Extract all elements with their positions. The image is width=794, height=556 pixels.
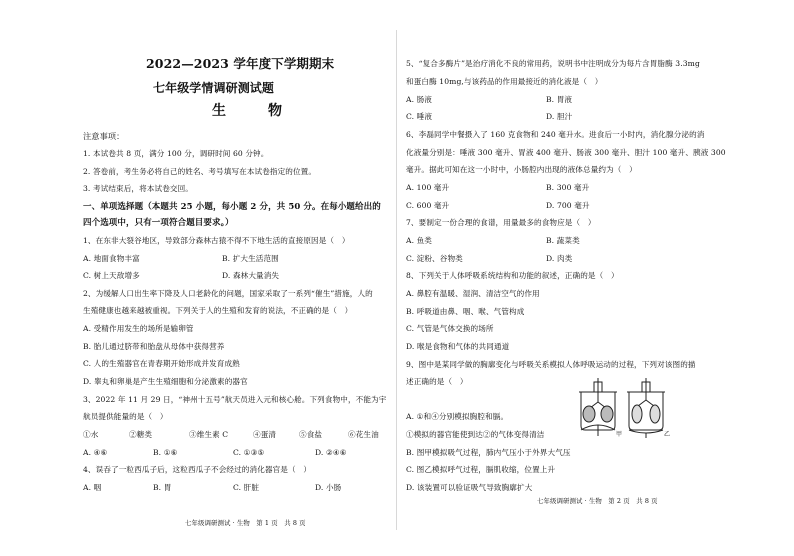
balloon-b-left: [632, 405, 642, 423]
option: C. 气管是气体交换的场所: [406, 324, 494, 333]
option: D. 700 毫升: [546, 201, 590, 210]
notice-heading: 注意事项：: [83, 131, 125, 141]
option: A. ①和④分别模拟胸腔和膈。: [406, 412, 509, 421]
option: B. 胃液: [546, 95, 573, 104]
exam-name-title: 七年级学情调研测试题: [153, 81, 275, 95]
breathing-model-figure: [575, 378, 671, 438]
option: A. 受精作用发生的场所是输卵管: [83, 324, 194, 333]
question-2-stem: 生殖健康也越来越被重视。下列关于人的生殖和发育的说法，不正确的是（ ）: [83, 306, 353, 315]
notice-item: 2. 答卷前，考生务必将自己的姓名、考号填写在本试卷指定的位置。: [83, 167, 317, 176]
notice-item: 1. 本试卷共 8 页，满分 100 分，调研时间 60 分钟。: [83, 149, 269, 158]
option: A. 地面食物丰富: [83, 254, 140, 263]
option: D. ②④⑥: [315, 448, 347, 457]
option: D. 该装置可以验证吸气导致胸廓扩大: [406, 483, 533, 492]
figure-label-yi: 乙: [664, 431, 671, 438]
food-item: ②糖类: [129, 430, 153, 439]
option: C. 淀粉、谷物类: [406, 254, 463, 263]
balloon-a-left: [583, 406, 595, 422]
food-item: ③维生素 C: [189, 430, 229, 439]
option: A. 肠液: [406, 95, 432, 104]
exam-year-title: 2022—2023 学年度下学期期末: [146, 56, 335, 71]
balloon-b-right: [650, 405, 660, 423]
option: ①模拟的器官能使到达②的气体变得清洁: [406, 430, 545, 439]
option: D. 肉类: [546, 254, 573, 263]
section-heading: 一、单项选择题（本题共 25 小题，每小题 2 分，共 50 分。在每小题给出的: [83, 202, 381, 212]
figure-label-jia: 甲: [616, 431, 623, 438]
page-footer: 七年级调研测试 · 生物 第 2 页 共 8 页: [537, 497, 658, 505]
question-2-stem: 2、为缓解人口出生率下降及人口老龄化的问题，国家采取了一系列“催生”措施，人的: [83, 289, 373, 298]
option: B. 呼吸道由鼻、咽、喉、气管构成: [406, 307, 525, 316]
option: A. 咽: [83, 483, 102, 492]
option: D. 睾丸和卵巢是产生生殖细胞和分泌激素的器官: [83, 377, 248, 386]
question-9-stem: 9、图中是某同学做的胸廓变化与呼吸关系模拟人体呼吸运动的过程，下列对该图的描: [406, 360, 696, 369]
question-8-stem: 8、下列关于人体呼吸系统结构和功能的叙述，正确的是（ ）: [406, 271, 619, 280]
option: C. 人的生殖器官在青春期开始形成并发育成熟: [83, 359, 240, 368]
subject-title: 生 物: [212, 103, 296, 119]
option: D. 胆汁: [546, 112, 573, 121]
question-6-stem: 化液量分别是：唾液 300 毫升、胃液 400 毫升、肠液 300 毫升、胆汁 100 毫升、胰液 300: [406, 148, 726, 157]
option: B. ①⑥: [153, 448, 178, 457]
question-7-stem: 7、要制定一份合理的食谱，用量最多的食物应是（ ）: [406, 218, 596, 227]
food-item: ⑥花生油: [348, 430, 379, 439]
page-footer: 七年级调研测试 · 生物 第 1 页 共 8 页: [185, 519, 306, 527]
question-6-stem: 6、李磊同学中餐摄入了 160 克食物和 240 毫升水。进食后一小时内，消化腺分泌的消: [406, 130, 705, 139]
option: D. 森林大量消失: [222, 271, 280, 280]
question-9-stem: 述正确的是（ ）: [406, 377, 468, 386]
option: B. 300 毫升: [546, 183, 590, 192]
question-3-stem: 3、2022 年 11 月 29 日，“神州十五号”航天员进入元和核心舱。下列食物中，不能为宇: [83, 395, 387, 404]
option: C. 树上天敌增多: [83, 271, 140, 280]
option: B. 胎儿通过脐带和胎盘从母体中获得营养: [83, 342, 225, 351]
question-5-stem: 5、“复合多酶片”是治疗消化不良的常用药，说明书中注明成分为每片含胃脂酶 3.3mg: [406, 59, 700, 68]
option: C. 图乙模拟呼气过程，膈肌收缩，位置上升: [406, 465, 556, 474]
balloon-a-right: [601, 406, 613, 422]
question-1-stem: 1、在东非大裂谷地区，导致部分森林古猿不得不下地生活的直接原因是（ ）: [83, 236, 350, 245]
option: C. 肝脏: [233, 483, 260, 492]
option: A. 鼻腔有温暖、湿润、清洁空气的作用: [406, 289, 540, 298]
question-4-stem: 4、误吞了一粒西瓜子后，这粒西瓜子不会经过的消化器官是（ ）: [83, 465, 312, 474]
option: A. 鱼类: [406, 236, 432, 245]
food-item: ④蛋清: [253, 430, 277, 439]
question-3-stem: 航员提供能量的是（ ）: [83, 412, 168, 421]
option: D. 小肠: [315, 483, 342, 492]
option: C. 唾液: [406, 112, 433, 121]
option: D. 喉是食物和气体的共同通道: [406, 342, 510, 351]
option: A. 100 毫升: [406, 183, 450, 192]
option: C. 600 毫升: [406, 201, 450, 210]
right-page: [397, 0, 794, 556]
option: C. ①③⑤: [233, 448, 265, 457]
notice-item: 3. 考试结束后，将本试卷交回。: [83, 184, 193, 193]
option: B. 图甲模拟吸气过程，肺内气压小于外界大气压: [406, 448, 571, 457]
food-item: ⑤食盐: [299, 430, 323, 439]
question-5-stem: 和蛋白酶 10mg,与该药品的作用最接近的消化液是（ ）: [406, 77, 603, 86]
question-6-stem: 毫升。据此可知在这一小时中，小肠腔内出现的液体总量约为（ ）: [406, 165, 637, 174]
section-heading: 四个选项中，只有一项符合题目要求。）: [83, 218, 234, 228]
option: A. ④⑥: [83, 448, 108, 457]
option: B. 胃: [153, 483, 172, 492]
option: B. 扩大生活范围: [222, 254, 279, 263]
food-item: ①水: [83, 430, 99, 439]
option: B. 蔬菜类: [546, 236, 580, 245]
